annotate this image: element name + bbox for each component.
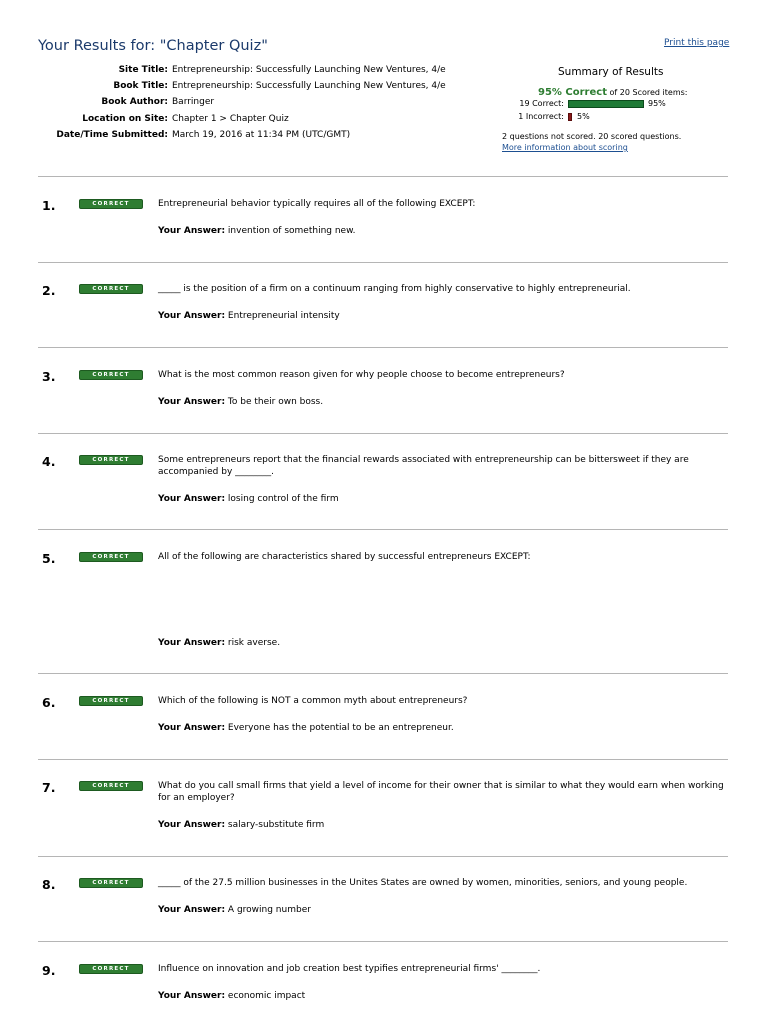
divider (38, 941, 728, 942)
meta-label: Date/Time Submitted: (56, 129, 168, 140)
incorrect-bar (568, 113, 572, 121)
correct-badge: CORRECT (79, 455, 143, 465)
question-number: 6. (42, 695, 56, 710)
meta-value: Entrepreneurship: Successfully Launching New Ventures, 4/e (172, 81, 446, 92)
answer-label: Your Answer: (158, 494, 226, 504)
answer-label: Your Answer: (158, 723, 226, 733)
question-number: 7. (42, 780, 56, 795)
question-text: Entrepreneurial behavior typically requires all of the following EXCEPT: (158, 199, 476, 209)
divider (38, 347, 728, 348)
divider (38, 529, 728, 530)
scoring-info-link[interactable]: More information about scoring (502, 143, 628, 152)
correct-label: 19 Correct: (519, 99, 564, 108)
question-number: 8. (42, 877, 56, 892)
your-answer (158, 723, 454, 733)
correct-badge: CORRECT (79, 284, 143, 294)
your-answer (158, 638, 280, 648)
answer-value: To be their own boss. (227, 397, 324, 407)
question-number: 3. (42, 369, 56, 384)
correct-badge: CORRECT (79, 199, 143, 209)
meta-label: Book Title: (113, 81, 168, 92)
answer-value: salary-substitute firm (227, 820, 325, 830)
question-number: 9. (42, 963, 56, 978)
answer-value: risk averse. (227, 638, 281, 648)
question-text: Which of the following is NOT a common myth about entrepreneurs? (158, 696, 468, 706)
meta-row-site-title (0, 65, 470, 81)
question-text: _____ of the 27.5 million businesses in the Unites States are owned by women, minorities, seniors, and young people. (158, 878, 688, 888)
meta-row-book-title (0, 81, 470, 97)
print-page-link[interactable]: Print this page (664, 38, 730, 48)
scoring-note: 2 questions not scored. 20 scored questions. (502, 132, 682, 141)
your-answer (158, 397, 323, 407)
divider (38, 759, 728, 760)
summary-title: Summary of Results (558, 66, 664, 78)
meta-label: Location on Site: (82, 113, 168, 124)
divider (38, 433, 728, 434)
your-answer (158, 820, 324, 830)
score-of-text: of 20 Scored items: (609, 88, 688, 97)
answer-label: Your Answer: (158, 991, 226, 1001)
meta-row-date-submitted (0, 130, 470, 146)
divider (38, 262, 728, 263)
divider (38, 673, 728, 674)
correct-bar (568, 100, 644, 108)
correct-badge: CORRECT (79, 964, 143, 974)
correct-badge: CORRECT (79, 696, 143, 706)
meta-row-book-author (0, 97, 470, 113)
meta-value: March 19, 2016 at 11:34 PM (UTC/GMT) (172, 129, 351, 140)
divider (38, 176, 728, 177)
meta-value: Chapter 1 > Chapter Quiz (172, 113, 289, 124)
meta-row-location (0, 114, 470, 130)
question-number: 5. (42, 551, 56, 566)
answer-value: Entrepreneurial intensity (227, 311, 340, 321)
question-number: 4. (42, 454, 56, 469)
meta-label: Book Author: (101, 97, 168, 108)
correct-badge: CORRECT (79, 781, 143, 791)
answer-label: Your Answer: (158, 638, 226, 648)
answer-label: Your Answer: (158, 397, 226, 407)
your-answer (158, 991, 305, 1001)
incorrect-label: 1 Incorrect: (518, 112, 564, 121)
answer-label: Your Answer: (158, 226, 226, 236)
meta-value: Entrepreneurship: Successfully Launching New Ventures, 4/e (172, 65, 446, 75)
incorrect-percent: 5% (577, 112, 590, 121)
answer-value: Everyone has the potential to be an entrepreneur. (227, 723, 454, 733)
quiz-metadata (0, 65, 470, 146)
correct-badge: CORRECT (79, 370, 143, 380)
question-text: Some entrepreneurs report that the financial rewards associated with entrepreneurship can be bittersweet if they are accompanied by ________. (158, 455, 689, 477)
meta-label: Site Title: (118, 65, 168, 75)
question-number: 2. (42, 283, 56, 298)
question-text: What do you call small firms that yield a level of income for their owner that is similar to what they would earn when working for an employer? (158, 781, 724, 803)
your-answer (158, 494, 339, 504)
answer-value: economic impact (227, 991, 306, 1001)
question-text: Influence on innovation and job creation best typifies entrepreneurial firms' ________. (158, 964, 541, 974)
question-text: _____ is the position of a firm on a continuum ranging from highly conservative to highly entrepreneurial. (158, 284, 631, 294)
answer-label: Your Answer: (158, 311, 226, 321)
your-answer (158, 226, 355, 236)
correct-badge: CORRECT (79, 552, 143, 562)
your-answer (158, 905, 311, 915)
page-title: Your Results for: "Chapter Quiz" (38, 38, 268, 54)
question-text: What is the most common reason given for why people choose to become entrepreneurs? (158, 370, 565, 380)
correct-bar-row (498, 99, 698, 109)
meta-value: Barringer (172, 97, 215, 108)
score-percent: 95% Correct (538, 87, 607, 98)
your-answer (158, 311, 340, 321)
answer-label: Your Answer: (158, 820, 226, 830)
question-number: 1. (42, 198, 56, 213)
summary-score (538, 87, 687, 98)
answer-value: A growing number (227, 905, 311, 915)
answer-value: losing control of the firm (227, 494, 339, 504)
answer-label: Your Answer: (158, 905, 226, 915)
question-text: All of the following are characteristics shared by successful entrepreneurs EXCEPT: (158, 552, 531, 562)
correct-badge: CORRECT (79, 878, 143, 888)
incorrect-bar-row (498, 112, 698, 122)
divider (38, 856, 728, 857)
answer-value: invention of something new. (227, 226, 356, 236)
correct-percent: 95% (648, 99, 666, 108)
